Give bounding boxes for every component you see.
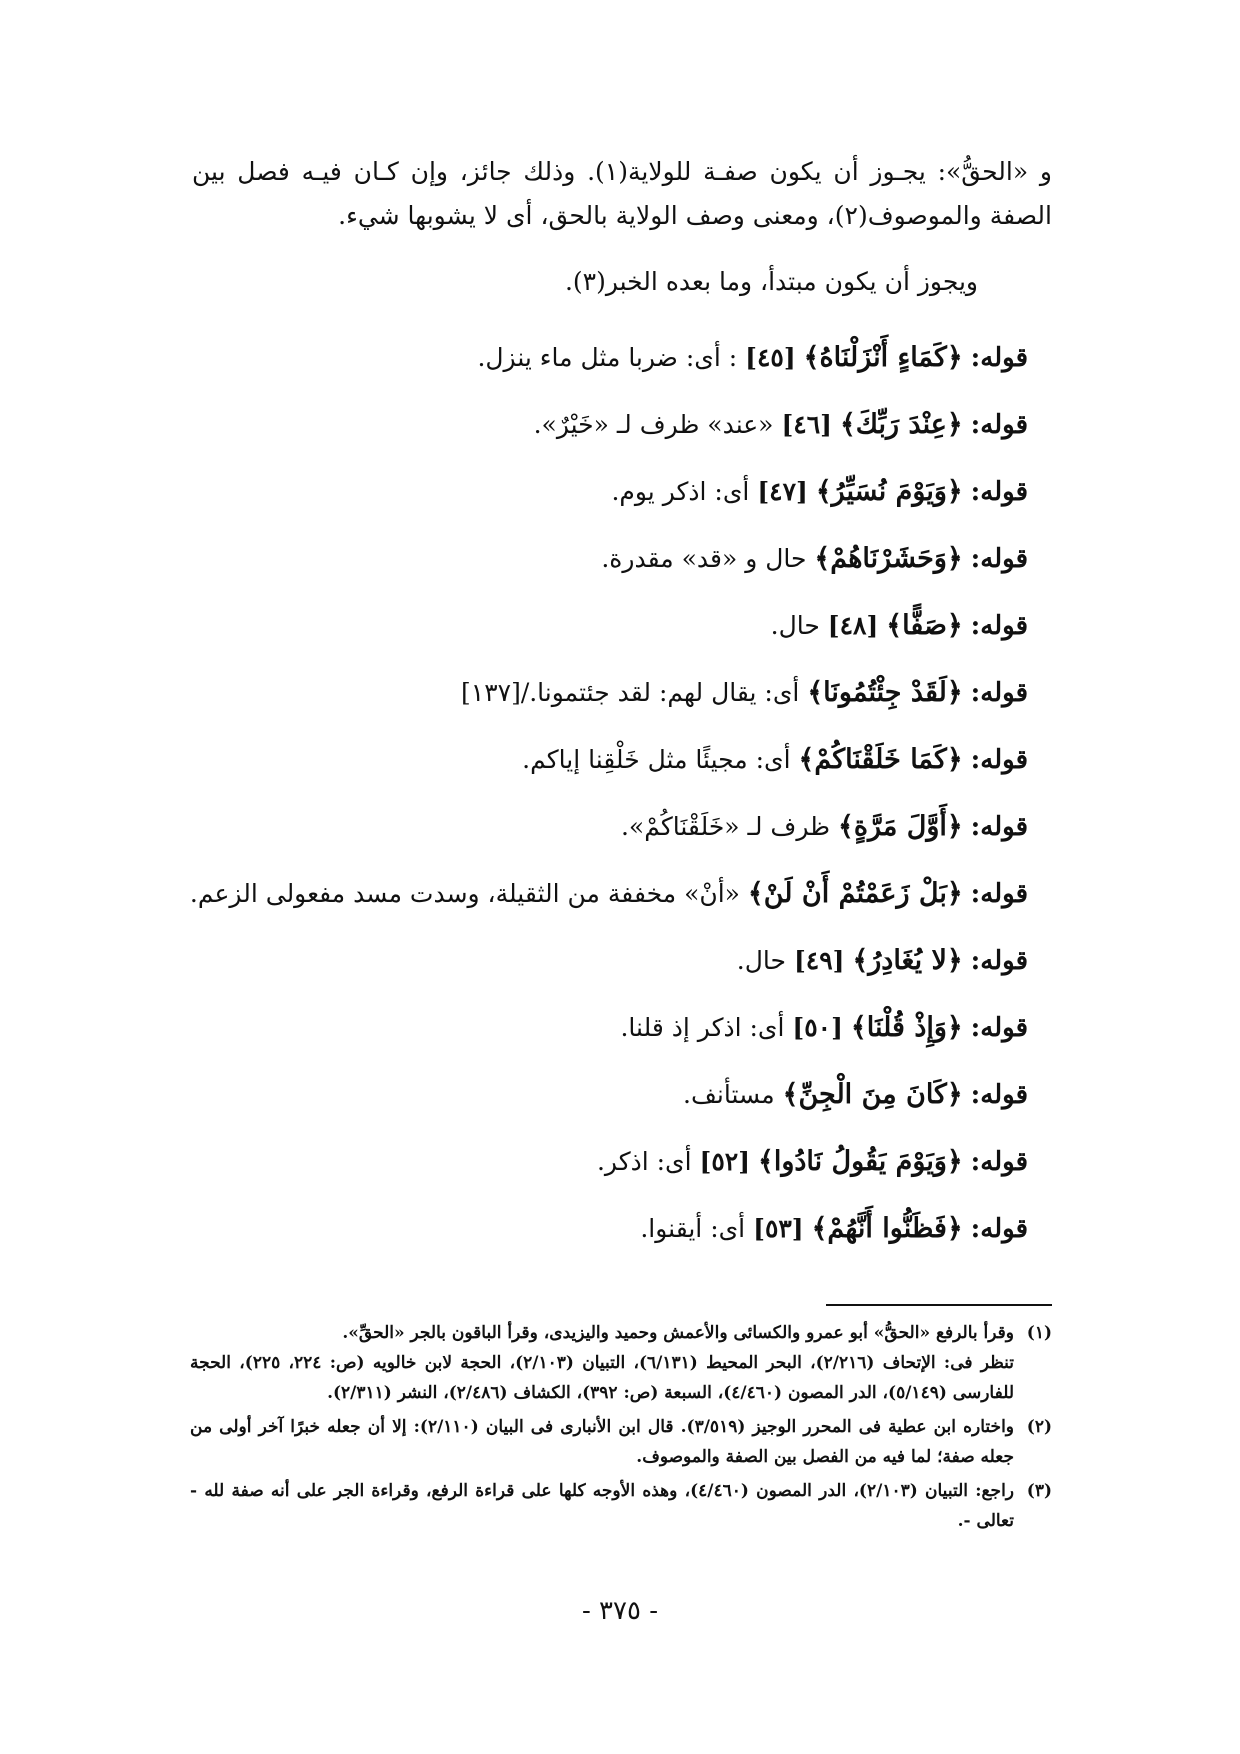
entry-label: قوله: [970,611,1028,641]
quranic-verse: ﴿كَانَ مِنَ الْجِنِّ﴾ [782,1079,963,1110]
footnote-marker: (٣) [1026,1481,1052,1501]
quranic-verse: ﴿كَمَا خَلَقْنَاكُمْ﴾ [798,744,963,775]
footnote-line: وقرأ بالرفع «الحقُّ» أبو عمرو والكسائى والأعمش وحميد واليزيدى، وقرأ الباقون بالجر «الحقِّ». [342,1323,1014,1343]
verse-entry [188,874,1028,941]
verse-entry [188,405,1028,472]
footnote-text [190,1318,1014,1408]
verse-entry [188,740,1028,807]
verse-entry [188,539,1028,606]
quranic-verse: ﴿وَحَشَرْنَاهُمْ﴾ [814,543,963,574]
entry-label: قوله: [970,1147,1028,1177]
entry-label: قوله: [970,946,1028,976]
verse-number: [٤٦] [781,410,832,439]
quranic-verse: ﴿أَوَّلَ مَرَّةٍ﴾ [838,811,963,842]
footnote-line: واختاره ابن عطية فى المحرر الوجيز (٣/٥١٩). قال ابن الأنبارى فى البيان (٢/١١٠): إلا أن جعله خبرًا آخر أولى من جعله صفة؛ لما فيه من الفصل بين الصفة والموصوف. [190,1417,1015,1467]
entry-label: قوله: [970,745,1028,775]
verse-entry [188,807,1028,874]
quranic-verse: ﴿بَلْ زَعَمْتُمْ أَنْ لَنْ﴾ [747,878,963,909]
entry-label: قوله: [970,477,1028,507]
entry-label: قوله: [970,879,1028,909]
entry-commentary: أى: اذكر إذ قلنا. [620,1013,785,1042]
entry-commentary: أى: اذكر. [596,1147,692,1176]
footnote-marker: (٢) [1026,1417,1052,1437]
paragraph-1: و «الحقُّ»: يجـوز أن يكون صفـة للولاية(١). وذلك جائز، وإن كـان فيـه فصل بين الصفة والموصوف(٢)، ومعنى وصف الولاية بالحق، أى لا يشوبها شيء. [192,157,1052,230]
verse-entry [188,673,1028,740]
footnote [190,1412,1052,1472]
entry-commentary: «أنْ» مخففة من الثقيلة، وسدت مسد مفعولى الزعم. [189,879,740,908]
verse-number: [٥٠] [792,1013,843,1042]
verse-number: [٤٥] [745,343,796,372]
verse-number: [٤٨] [827,611,879,640]
entry-commentary: حال و «قد» مقدرة. [601,544,807,573]
quranic-verse: ﴿فَظَنُّوا أَنَّهُمْ﴾ [811,1213,963,1244]
entry-label: قوله: [970,544,1028,574]
footnote-line: راجع: التبيان (٢/١٠٣)، الدر المصون (٤/٤٦٠)، وهذه الأوجه كلها على قراءة الرفع، وقراءة الجر على أنه صفة لله - تعالى -. [190,1481,1014,1531]
quranic-verse: ﴿وَيَوْمَ نُسَيِّرُ﴾ [815,476,963,507]
footnotes [190,1318,1052,1540]
entry-commentary: أى: اذكر يوم. [611,477,750,506]
entry-commentary: حال. [736,946,786,975]
verse-number: [٥٣] [753,1214,804,1243]
verse-entry [188,1075,1028,1142]
quranic-verse: ﴿لا يُغَادِرُ﴾ [852,945,963,976]
verse-entry [188,606,1028,673]
entry-label: قوله: [970,678,1028,708]
quranic-verse: ﴿وَإِذْ قُلْنَا﴾ [850,1012,963,1043]
footnote-separator [826,1304,1052,1306]
verse-entry [188,472,1028,539]
quranic-verse: ﴿صَفًّا﴾ [886,610,963,641]
footnote-line: تنظر فى: الإتحاف (٢/٢١٦)، البحر المحيط (٦/١٣١)، التبيان (٢/١٠٣)، الحجة لابن خالويه (ص: ٢٢٤، ٢٢٥)، الحجة للفارسى (٥/١٤٩)، الدر المصون (٤/٤٦٠)، السبعة (ص: ٣٩٢)، الكشاف (٢/٤٨٦)، النشر (٢/٣١١). [190,1353,1014,1403]
verse-number: [٤٧] [757,477,808,506]
footnote-text [190,1476,1014,1536]
quranic-verse: ﴿كَمَاءٍ أَنْزَلْنَاهُ﴾ [803,342,963,373]
entry-commentary: ظرف لـ «خَلَقْنَاكُمْ». [620,812,831,841]
verse-number: [٥٢] [699,1147,751,1176]
entry-commentary: مستأنف. [683,1080,775,1109]
footnote [190,1318,1052,1408]
body-text [192,150,1052,326]
verse-entry [188,338,1028,405]
entry-commentary: أى: أيقنوا. [640,1214,746,1243]
footnote [190,1476,1052,1536]
verse-entry [188,1142,1028,1209]
verse-entries-list [188,338,1028,1276]
entry-label: قوله: [970,1080,1028,1110]
quranic-verse: ﴿لَقَدْ جِئْتُمُونَا﴾ [807,677,963,708]
quranic-verse: ﴿عِنْدَ رَبِّكَ﴾ [839,409,963,440]
entry-commentary: حال. [770,611,820,640]
entry-commentary: «عند» ظرف لـ «خَيْرٌ». [533,410,774,439]
quranic-verse: ﴿وَيَوْمَ يَقُولُ نَادُوا﴾ [758,1146,963,1177]
footnote-text [190,1412,1014,1472]
footnote-marker: (١) [1026,1323,1052,1343]
entry-label: قوله: [970,1214,1028,1244]
page-number: - ٣٧٥ - [581,1596,659,1626]
verse-entry [188,941,1028,1008]
entry-commentary: أى: مجيئًا مثل خَلْقِنا إياكم. [522,745,791,774]
paragraph-2: ويجوز أن يكون مبتدأ، وما بعده الخبر(٣). [564,267,978,296]
entry-commentary: أى: يقال لهم: لقد جئتمونا./[١٣٧] [461,678,800,707]
entry-label: قوله: [970,812,1028,842]
verse-number: [٤٩] [793,946,845,975]
verse-entry [188,1008,1028,1075]
entry-label: قوله: [970,410,1028,440]
entry-label: قوله: [970,343,1028,373]
verse-entry [188,1209,1028,1276]
entry-label: قوله: [970,1013,1028,1043]
entry-commentary: : أى: ضربا مثل ماء ينزل. [477,343,738,372]
